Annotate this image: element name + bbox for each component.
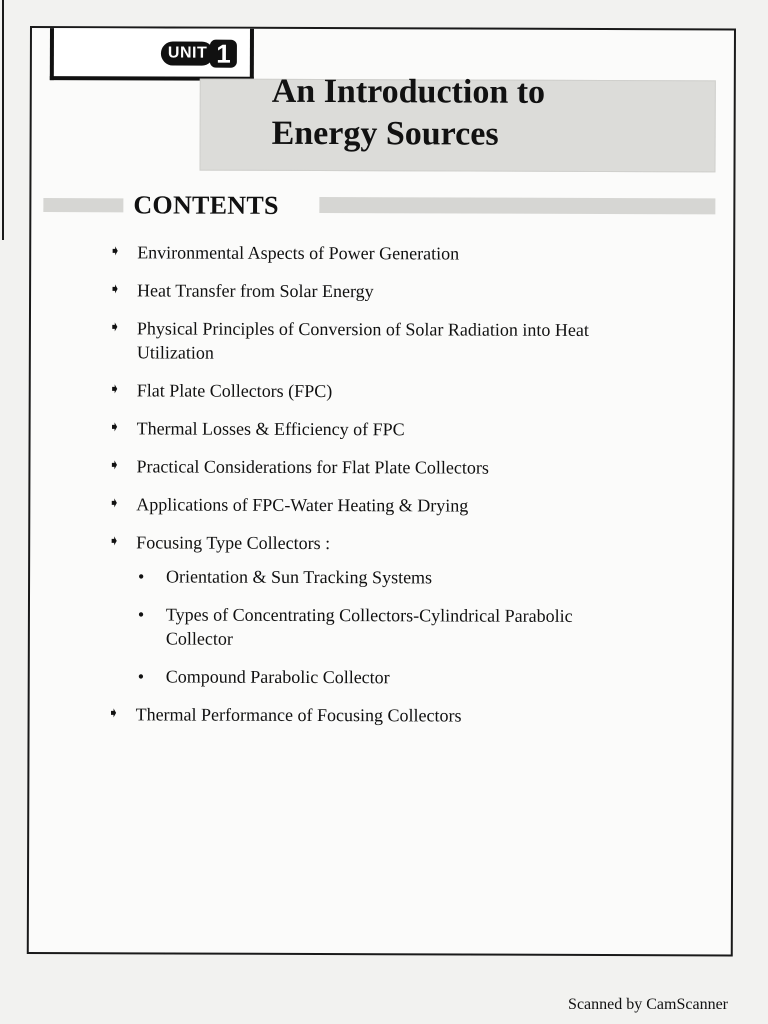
sub-list-item bbox=[138, 564, 698, 590]
arrow-bullet-icon: ➧ bbox=[108, 496, 121, 512]
sub-list-item-text bbox=[166, 602, 573, 651]
list-item bbox=[109, 416, 699, 442]
sub-list-item bbox=[138, 602, 698, 652]
list-item bbox=[108, 454, 698, 480]
dot-bullet-icon: • bbox=[137, 604, 145, 625]
sub-list-container bbox=[108, 564, 698, 690]
list-item-text: Thermal Losses & Efficiency of FPC bbox=[136, 418, 405, 440]
list-item-text: Flat Plate Collectors (FPC) bbox=[136, 380, 333, 402]
list-item-text: Thermal Performance of Focusing Collectors bbox=[135, 704, 462, 726]
list-item-text bbox=[137, 316, 589, 366]
list-item-text: Applications of FPC-Water Heating & Drying bbox=[136, 494, 469, 516]
sub-list-item-text: Compound Parabolic Collector bbox=[165, 666, 390, 688]
arrow-bullet-icon: ➧ bbox=[108, 458, 121, 474]
list-item bbox=[109, 278, 699, 304]
contents-heading: CONTENTS bbox=[133, 190, 279, 220]
sub-list bbox=[138, 564, 698, 690]
arrow-bullet-icon: ➧ bbox=[108, 382, 121, 398]
unit-badge bbox=[161, 38, 237, 69]
list-item bbox=[108, 530, 698, 556]
list-item bbox=[109, 316, 699, 366]
list-item-text: Heat Transfer from Solar Energy bbox=[137, 280, 374, 302]
list-item bbox=[108, 492, 698, 518]
arrow-bullet-icon: ➧ bbox=[108, 320, 121, 336]
page-frame bbox=[27, 26, 736, 956]
binding-edge-line bbox=[2, 0, 4, 240]
sub-list-item-text-line-2: Collector bbox=[165, 628, 233, 649]
arrow-bullet-icon: ➧ bbox=[109, 244, 121, 260]
contents-band-right bbox=[319, 197, 715, 214]
list-item-text-line-1: Physical Principles of Conversion of Solar Radiation into Heat bbox=[136, 318, 589, 340]
list-item-text: Practical Considerations for Flat Plate Collectors bbox=[136, 456, 489, 478]
dot-bullet-icon: • bbox=[137, 666, 145, 687]
unit-number: 1 bbox=[210, 40, 237, 68]
page-title bbox=[272, 71, 546, 156]
list-item-text-line-2: Utilization bbox=[136, 342, 214, 363]
arrow-bullet-icon: ➧ bbox=[108, 534, 120, 550]
arrow-bullet-icon: ➧ bbox=[109, 282, 121, 298]
arrow-bullet-icon: ➧ bbox=[108, 420, 121, 436]
page-title-line-2: Energy Sources bbox=[271, 114, 499, 153]
list-item-text: Focusing Type Collectors : bbox=[136, 532, 331, 554]
contents-band-left bbox=[43, 198, 123, 212]
contents-list bbox=[108, 240, 700, 742]
sub-list-item bbox=[138, 664, 698, 690]
unit-label: UNIT bbox=[161, 41, 214, 65]
list-item-text: Environmental Aspects of Power Generation bbox=[137, 242, 460, 264]
sub-list-item-text: Orientation & Sun Tracking Systems bbox=[166, 566, 433, 588]
list-item bbox=[109, 378, 699, 404]
list-item bbox=[108, 702, 698, 728]
arrow-bullet-icon: ➧ bbox=[107, 706, 120, 722]
unit-box bbox=[50, 28, 254, 81]
dot-bullet-icon: • bbox=[138, 566, 145, 587]
page-title-line-1: An Introduction to bbox=[271, 72, 546, 111]
sub-list-item-text-line-1: Types of Concentrating Collectors-Cylindrical Parabolic bbox=[165, 604, 573, 626]
scanner-watermark: Scanned by CamScanner bbox=[568, 996, 728, 1013]
list-item bbox=[109, 240, 699, 266]
